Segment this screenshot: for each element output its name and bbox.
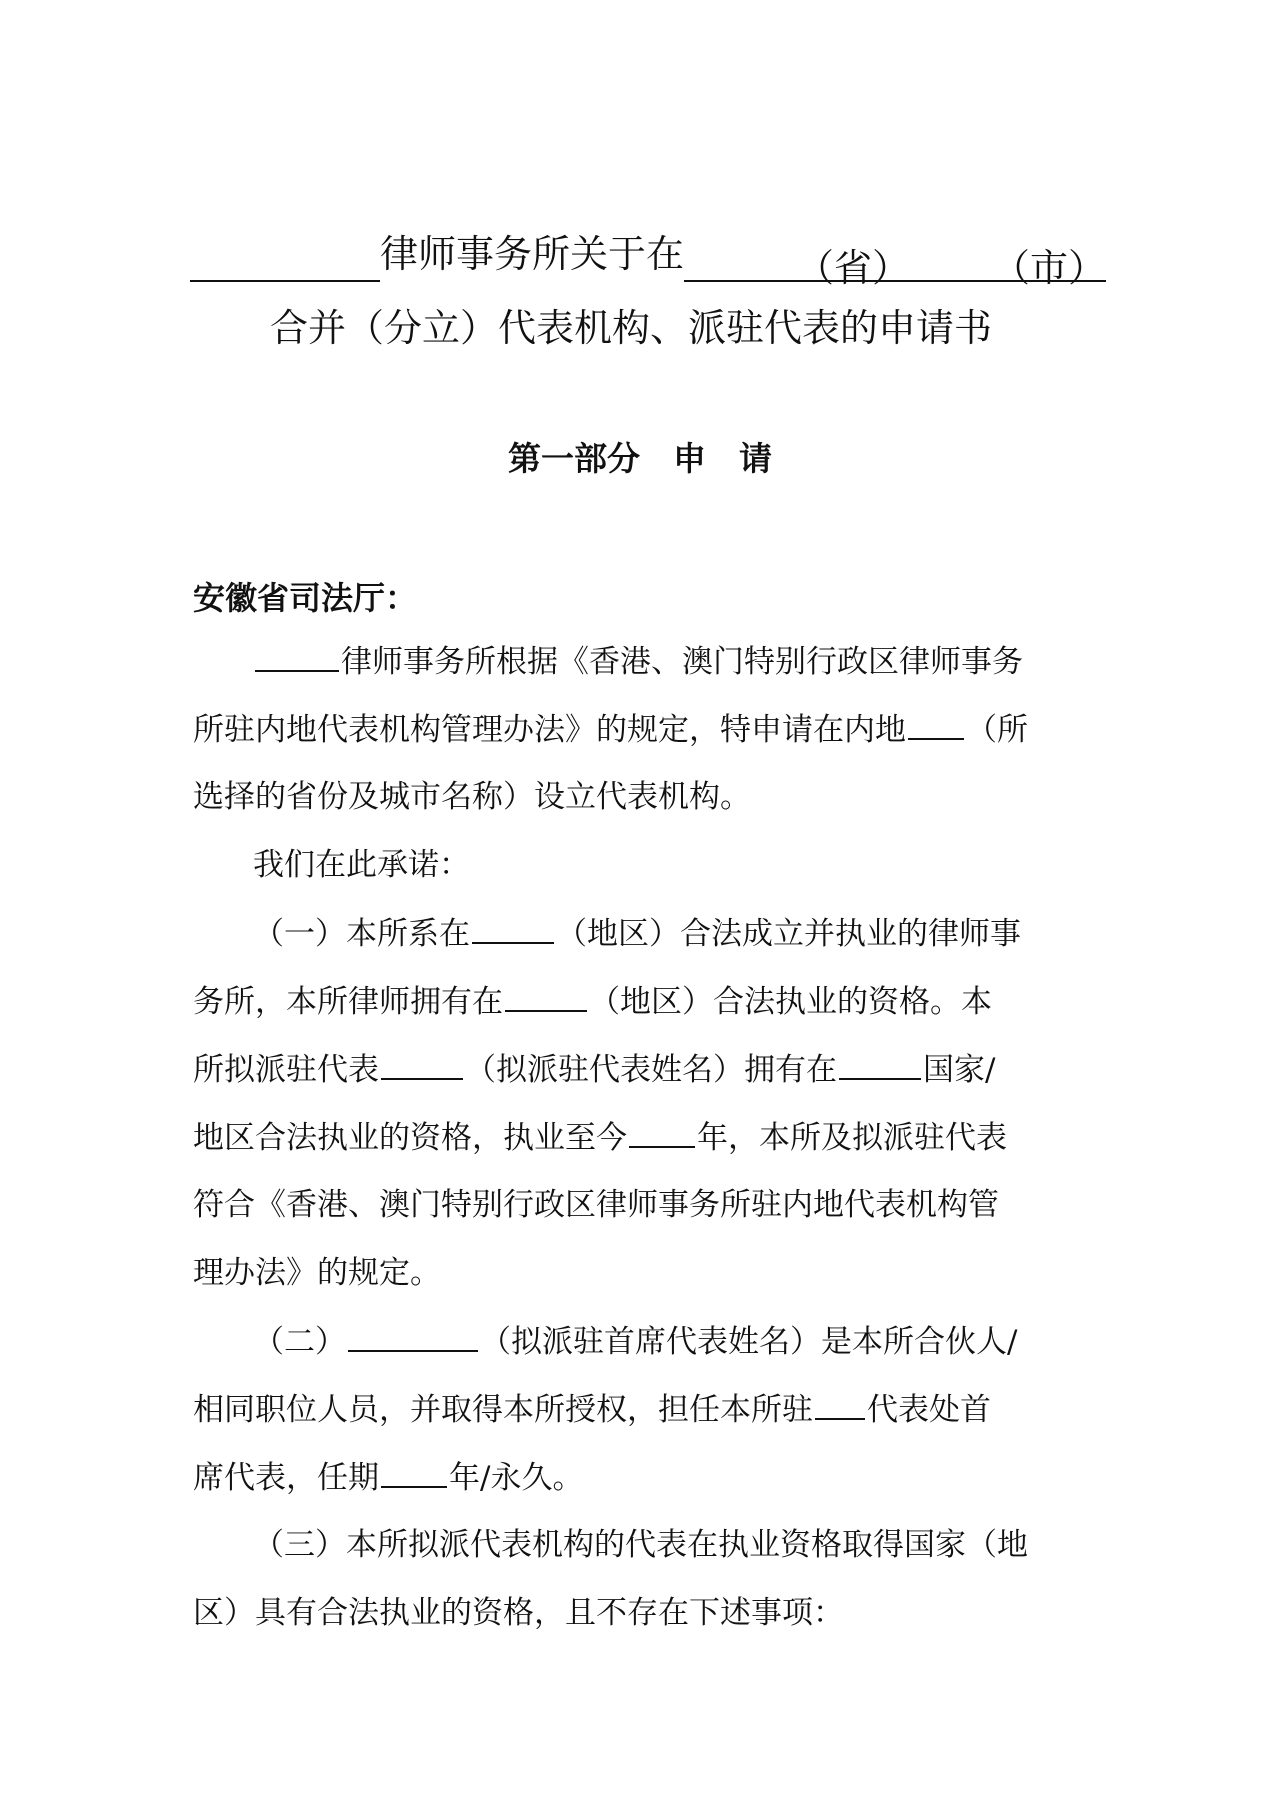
paragraph-5-line-1: （三）本所拟派代表机构的代表在执业资格取得国家（地 [253,1527,1028,1563]
title-text-b: （省） [796,240,910,282]
paragraph-4-line-3 [193,1452,583,1502]
title-line-2: 合并（分立）代表机构、派驻代表的申请书 [270,306,993,350]
text: 律师事务所根据《香港、澳门特别行政区律师事务 [341,644,1023,680]
blank-law-firm [255,636,339,672]
text: 年，本所及拟派驻代表 [697,1120,1007,1156]
text: （地区）合法成立并执业的律师事 [556,916,1021,952]
text: （拟派驻首席代表姓名）是本所合伙人/ [480,1324,1018,1360]
paragraph-5-line-2: 区）具有合法执业的资格，且不存在下述事项： [193,1595,844,1631]
text: 务所，本所律师拥有在 [193,984,503,1020]
blank-years [629,1112,695,1148]
paragraph-3-line-3 [193,1044,995,1094]
paragraph-2: 我们在此承诺： [253,847,470,883]
text: 席代表，任期 [193,1460,379,1496]
text: （二） [253,1324,346,1360]
title-text-a: 律师事务所关于在 [380,232,685,276]
text: （所 [966,712,1028,748]
text: 相同职位人员，并取得本所授权，担任本所驻 [193,1392,813,1428]
title-text-c: （市） [992,240,1106,282]
blank-term [381,1452,447,1488]
title-line-1 [190,226,1107,290]
text: 地区合法执业的资格，执业至今 [193,1120,627,1156]
blank-city [910,240,992,282]
blank-firm-name [190,240,380,282]
section-heading: 第一部分 申 请 [508,439,772,478]
paragraph-1-line-3: 选择的省份及城市名称）设立代表机构。 [193,779,751,815]
paragraph-3-line-2 [193,976,992,1026]
blank-location [908,704,964,740]
text: 代表处首 [867,1392,991,1428]
blank-country [839,1044,921,1080]
blank-region-1 [472,908,554,944]
blank-region-2 [505,976,587,1012]
paragraph-4-line-1 [253,1316,1017,1366]
blank-office [815,1384,865,1420]
blank-chief-rep-name [348,1316,478,1352]
paragraph-3-line-5: 符合《香港、澳门特别行政区律师事务所驻内地代表机构管 [193,1187,999,1223]
text: 所拟派驻代表 [193,1052,379,1088]
text: 所驻内地代表机构管理办法》的规定，特申请在内地 [193,712,906,748]
paragraph-3-line-6: 理办法》的规定。 [193,1255,441,1291]
text: （地区）合法执业的资格。本 [589,984,992,1020]
blank-rep-name [381,1044,463,1080]
text: 年/永久。 [449,1460,584,1496]
text: 国家/ [923,1052,996,1088]
paragraph-3-line-1 [253,908,1021,958]
paragraph-1-line-1 [253,636,1023,686]
blank-province [684,240,796,282]
text: （一）本所系在 [253,916,470,952]
paragraph-4-line-2 [193,1384,991,1434]
paragraph-1-line-2 [193,704,1028,754]
addressee: 安徽省司法厅： [193,579,418,617]
paragraph-3-line-4 [193,1112,1007,1162]
text: （拟派驻代表姓名）拥有在 [465,1052,837,1088]
